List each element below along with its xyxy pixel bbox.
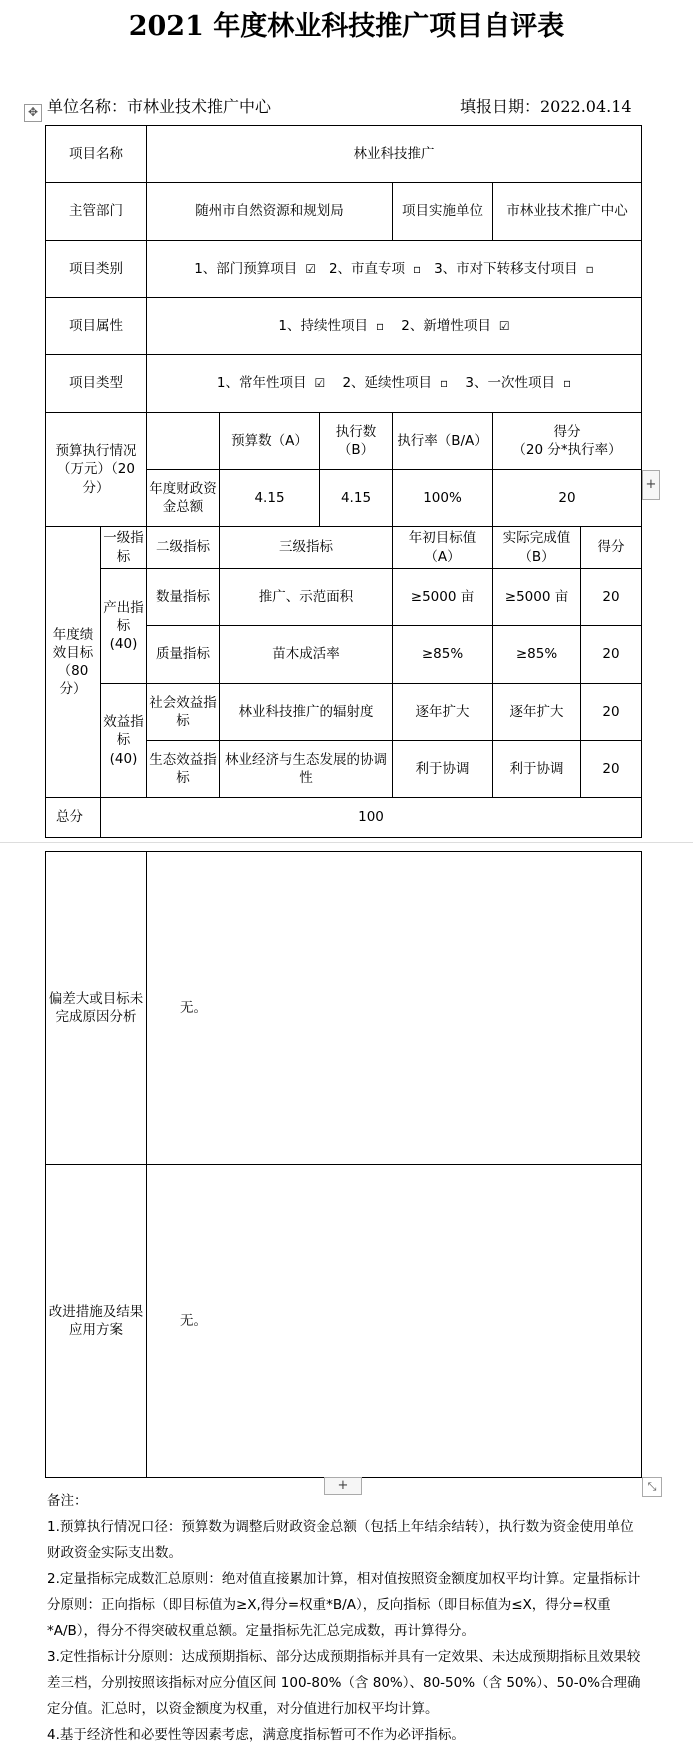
budget-label: 预算执行情况（万元）（20 分） bbox=[46, 413, 147, 527]
perf-row-l2: 质量指标 bbox=[147, 626, 220, 684]
category-label: 项目类别 bbox=[46, 241, 147, 298]
perf-label: 年度绩效目标（80分） bbox=[46, 527, 101, 798]
table-resize-icon[interactable]: ⤡ bbox=[642, 1477, 662, 1497]
budget-rate-value: 100% bbox=[393, 470, 493, 527]
perf-row-l3: 推广、示范面积 bbox=[220, 569, 393, 626]
type-options bbox=[147, 355, 642, 413]
perf-row-actual: 利于协调 bbox=[493, 741, 581, 798]
perf-row-l3: 苗木成活率 bbox=[220, 626, 393, 684]
total-value: 100 bbox=[101, 798, 642, 838]
notes bbox=[47, 1488, 647, 1748]
perf-row-actual: ≥85% bbox=[493, 626, 581, 684]
perf-header-l2: 二级指标 bbox=[147, 527, 220, 569]
benefit-indicator-label: 效益指标(40) bbox=[101, 684, 147, 798]
impl-unit-value: 市林业技术推广中心 bbox=[493, 183, 642, 241]
budget-a-value: 4.15 bbox=[220, 470, 320, 527]
perf-row-score: 20 bbox=[581, 569, 642, 626]
note-item: 3.定性指标计分原则：达成预期指标、部分达成预期指标并具有一定效果、未达成预期指标且效果较差三档，分别按照该指标对应分值区间 100-80%（含 80%）、80-50%（含 50%）、50-0%合理确定分值。汇总时，以资金额度为权重，对分值进行加权平均计算。 bbox=[47, 1649, 641, 1717]
dept-value: 随州市自然资源和规划局 bbox=[147, 183, 393, 241]
category-options bbox=[147, 241, 642, 298]
dept-label: 主管部门 bbox=[46, 183, 147, 241]
notes-head: 备注： bbox=[47, 1493, 88, 1509]
fill-date: 填报日期：2022.04.14 bbox=[460, 97, 632, 116]
checkbox-unchecked-icon[interactable]: ▫ bbox=[375, 318, 385, 333]
perf-row-l2: 生态效益指标 bbox=[147, 741, 220, 798]
type-opt3: 3、一次性项目 bbox=[465, 375, 555, 392]
checkbox-unchecked-icon[interactable]: ▫ bbox=[440, 376, 449, 391]
budget-score-value: 20 bbox=[493, 470, 642, 527]
budget-header-empty bbox=[147, 413, 220, 470]
budget-header-a: 预算数（A） bbox=[220, 413, 320, 470]
budget-header-rate: 执行率（B/A） bbox=[393, 413, 493, 470]
table-move-handle-icon[interactable]: ✥ bbox=[24, 104, 42, 122]
page-title: 2021 年度林业科技推广项目自评表 bbox=[128, 11, 565, 42]
improve-label: 改进措施及结果应用方案 bbox=[46, 1165, 147, 1478]
improve-value: 无。 bbox=[147, 1165, 642, 1478]
perf-row-score: 20 bbox=[581, 626, 642, 684]
unit-name: 单位名称：市林业技术推广中心 bbox=[47, 97, 272, 116]
attribute-label: 项目属性 bbox=[46, 298, 147, 355]
add-column-button[interactable]: + bbox=[642, 470, 660, 500]
impl-unit-label: 项目实施单位 bbox=[393, 183, 493, 241]
perf-header-l1: 一级指标 bbox=[101, 527, 147, 569]
perf-header-score: 得分 bbox=[581, 527, 642, 569]
budget-header-b: 执行数（B） bbox=[320, 413, 393, 470]
budget-row-label: 年度财政资金总额 bbox=[147, 470, 220, 527]
perf-row-actual: 逐年扩大 bbox=[493, 684, 581, 741]
output-indicator-label: 产出指标(40) bbox=[101, 569, 147, 684]
perf-header-l3: 三级指标 bbox=[220, 527, 393, 569]
add-row-button[interactable]: + bbox=[324, 1477, 362, 1495]
budget-b-value: 4.15 bbox=[320, 470, 393, 527]
analysis-table bbox=[45, 851, 642, 1478]
project-name-label: 项目名称 bbox=[46, 126, 147, 183]
note-item: 4.基于经济性和必要性等因素考虑，满意度指标暂可不作为必评指标。 bbox=[47, 1727, 465, 1743]
deviation-label: 偏差大或目标未完成原因分析 bbox=[46, 852, 147, 1165]
attribute-opt1: 1、持续性项目 bbox=[278, 317, 368, 334]
checkbox-checked-icon[interactable]: ☑ bbox=[314, 376, 326, 391]
project-name-value: 林业科技推广 bbox=[147, 126, 642, 183]
attribute-opt2: 2、新增性项目 bbox=[401, 317, 491, 334]
type-label: 项目类型 bbox=[46, 355, 147, 413]
checkbox-checked-icon[interactable]: ☑ bbox=[498, 318, 510, 333]
perf-row-l2: 数量指标 bbox=[147, 569, 220, 626]
perf-row-target: ≥85% bbox=[393, 626, 493, 684]
category-opt1: 1、部门预算项目 bbox=[194, 260, 298, 277]
category-opt3: 3、市对下转移支付项目 bbox=[434, 260, 578, 277]
type-opt1: 1、常年性项目 bbox=[216, 375, 307, 392]
checkbox-checked-icon[interactable]: ☑ bbox=[305, 261, 317, 276]
perf-row-l3: 林业经济与生态发展的协调性 bbox=[220, 741, 393, 798]
category-opt2: 2、市直专项 bbox=[328, 260, 406, 277]
perf-row-l3: 林业科技推广的辐射度 bbox=[220, 684, 393, 741]
total-label: 总分 bbox=[46, 798, 101, 838]
checkbox-unchecked-icon[interactable]: ▫ bbox=[585, 261, 594, 276]
perf-row-target: 逐年扩大 bbox=[393, 684, 493, 741]
perf-row-l2: 社会效益指标 bbox=[147, 684, 220, 741]
perf-row-score: 20 bbox=[581, 741, 642, 798]
deviation-value: 无。 bbox=[147, 852, 642, 1165]
perf-row-target: ≥5000 亩 bbox=[393, 569, 493, 626]
page-break bbox=[0, 842, 693, 849]
perf-header-target: 年初目标值（A） bbox=[393, 527, 493, 569]
budget-header-score: 得分 （20 分*执行率） bbox=[493, 413, 642, 470]
perf-row-actual: ≥5000 亩 bbox=[493, 569, 581, 626]
checkbox-unchecked-icon[interactable]: ▫ bbox=[562, 376, 572, 391]
evaluation-table bbox=[45, 125, 642, 838]
checkbox-unchecked-icon[interactable]: ▫ bbox=[413, 261, 422, 276]
perf-row-target: 利于协调 bbox=[393, 741, 493, 798]
note-item: 2.定量指标完成数汇总原则：绝对值直接累加计算，相对值按照资金额度加权平均计算。定量指标计分原则：正向指标（即目标值为≥X,得分=权重*B/A），反向指标（即目标值为≤X，得分=权重*A/B），得分不得突破权重总额。定量指标先汇总完成数，再计算得分。 bbox=[47, 1571, 641, 1639]
perf-header-actual: 实际完成值（B） bbox=[493, 527, 581, 569]
attribute-options bbox=[147, 298, 642, 355]
type-opt2: 2、延续性项目 bbox=[342, 375, 433, 392]
note-item: 1.预算执行情况口径：预算数为调整后财政资金总额（包括上年结余结转），执行数为资金使用单位财政资金实际支出数。 bbox=[47, 1519, 634, 1561]
perf-row-score: 20 bbox=[581, 684, 642, 741]
